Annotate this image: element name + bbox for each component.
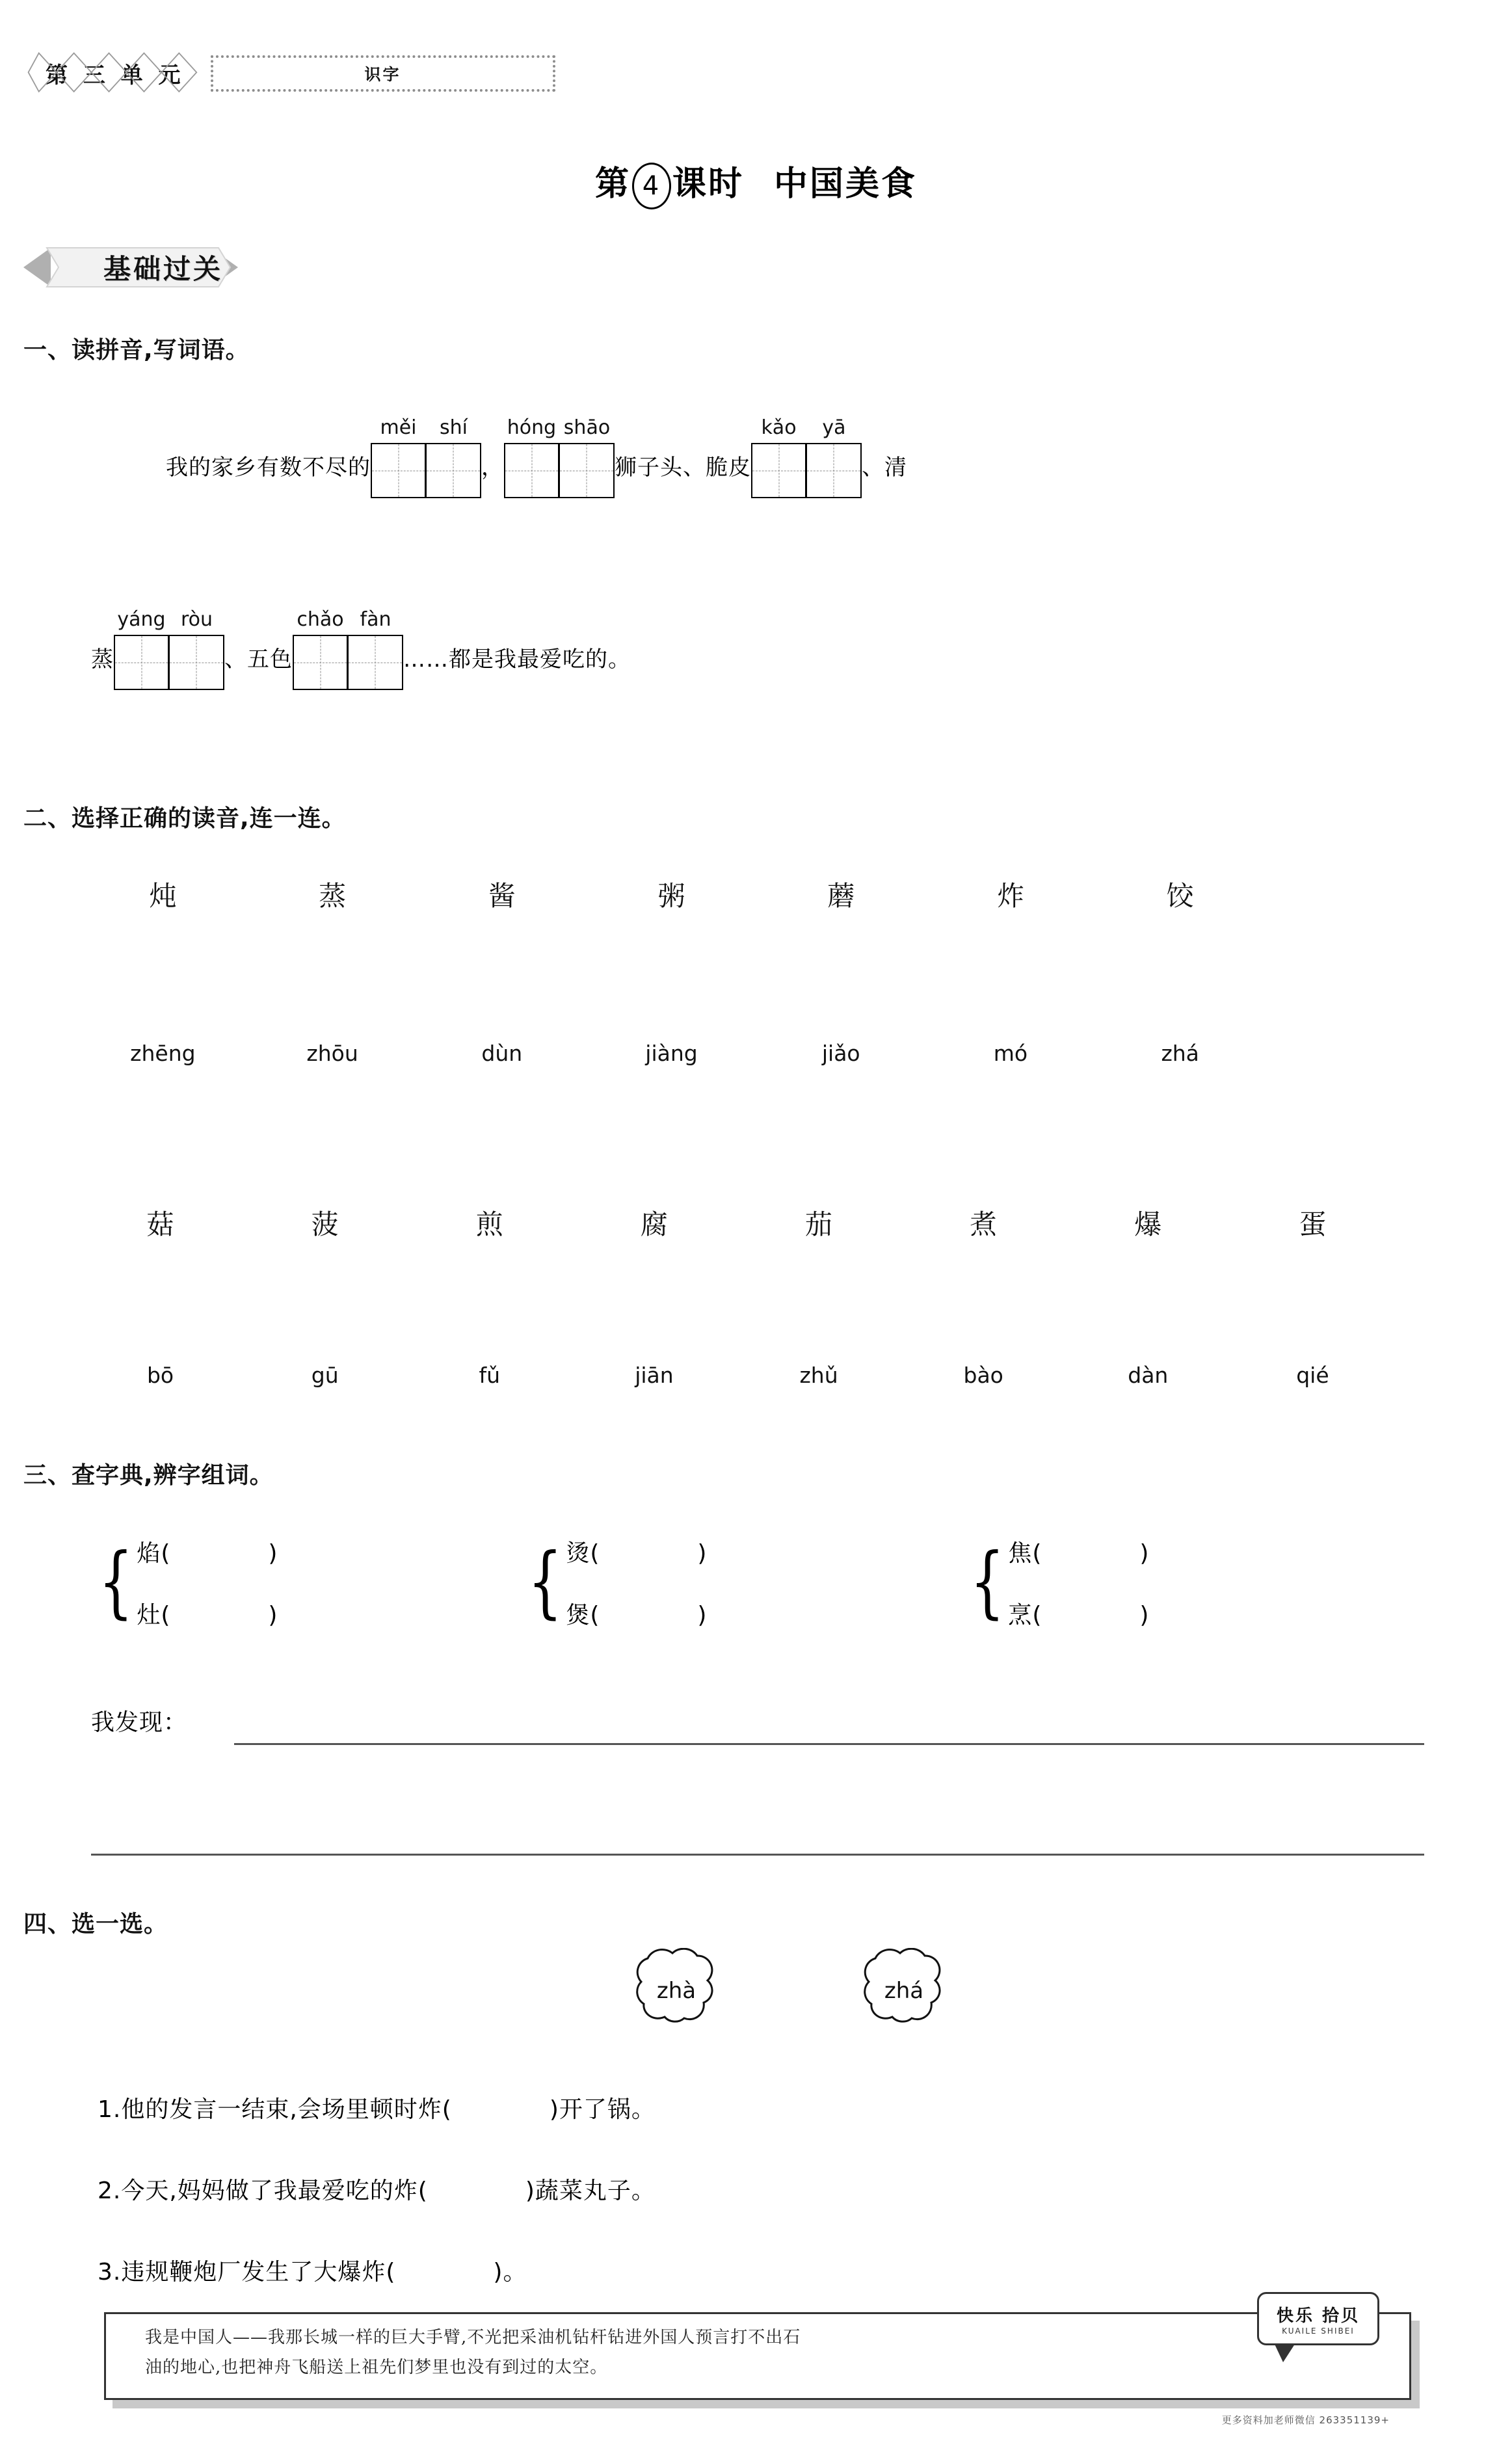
exercise-1-line-2 bbox=[0, 608, 1512, 690]
char-item[interactable]: 菇 bbox=[146, 1208, 174, 1240]
brace-item-bottom[interactable] bbox=[1008, 1597, 1149, 1630]
ex1-l2-tail: ……都是我最爱吃的。 bbox=[403, 646, 631, 673]
brace-paren-close: ) bbox=[697, 1540, 708, 1567]
tianzige-cell[interactable] bbox=[806, 443, 862, 498]
pinyin-item[interactable]: jiàng bbox=[645, 1041, 698, 1066]
ex3-group-1 bbox=[91, 1535, 278, 1630]
brace-paren-close: ) bbox=[1139, 1540, 1150, 1567]
pinyin-item[interactable]: zhōu bbox=[306, 1041, 358, 1066]
exercise-2-heading: 二、选择正确的读音,连一连。 bbox=[23, 805, 346, 832]
cloud-option-label: zhà bbox=[656, 1978, 696, 2004]
char-item[interactable]: 茄 bbox=[805, 1208, 833, 1240]
ex1-l1-mid-2: 狮子头、脆皮 bbox=[615, 455, 751, 481]
ex2-pinyin-row-2 bbox=[0, 1363, 1512, 1388]
logo-name-pinyin: KUAILE SHIBEI bbox=[1282, 2326, 1355, 2336]
pinyin-item[interactable]: dàn bbox=[1128, 1363, 1169, 1388]
ex2-char-row-1 bbox=[0, 875, 1512, 914]
pinyin-item[interactable]: bào bbox=[963, 1363, 1003, 1388]
pinyin-syllable: chǎo bbox=[297, 608, 344, 631]
brace-paren-close: ) bbox=[268, 1602, 278, 1629]
unit-badge-label: 第 三 单 元 bbox=[46, 62, 185, 88]
brace-paren-close: ) bbox=[697, 1602, 708, 1629]
page-header bbox=[26, 51, 555, 96]
left-brace-icon: { bbox=[970, 1537, 1005, 1627]
exercise-4-heading: 四、选一选。 bbox=[23, 1911, 168, 1938]
sentence-after: )蔬菜丸子。 bbox=[525, 2178, 656, 2204]
pinyin-item[interactable]: bō bbox=[146, 1363, 174, 1388]
brace-item-bottom[interactable] bbox=[566, 1597, 707, 1630]
pinyin-syllable: fàn bbox=[360, 608, 391, 631]
lesson-number-circle: 4 bbox=[632, 163, 671, 209]
cloud-option-label: zhá bbox=[884, 1978, 924, 2004]
brace-item-bottom[interactable] bbox=[137, 1597, 278, 1630]
char-item[interactable]: 蒸 bbox=[319, 880, 347, 912]
tianzige-cell[interactable] bbox=[559, 443, 615, 498]
pinyin-syllable: shí bbox=[440, 416, 468, 439]
brace-char-label: 烹( bbox=[1008, 1602, 1042, 1629]
brace-item-top[interactable] bbox=[566, 1535, 707, 1568]
unit-badge bbox=[26, 51, 202, 96]
lesson-name: 中国美食 bbox=[774, 165, 918, 204]
tianzige-grid[interactable] bbox=[293, 635, 403, 690]
tianzige-grid[interactable] bbox=[114, 635, 224, 690]
sentence-number: 3. bbox=[98, 2259, 122, 2286]
answer-rule-2[interactable] bbox=[91, 1854, 1424, 1856]
pinyin-item[interactable]: dùn bbox=[481, 1041, 523, 1066]
char-item[interactable]: 腐 bbox=[640, 1208, 668, 1240]
ex3-group-3 bbox=[962, 1535, 1149, 1630]
quote-line-2: 油的地心,也把神舟飞船送上祖先们梦里也没有到过的太空。 bbox=[145, 2357, 608, 2377]
sentence-number: 2. bbox=[98, 2178, 122, 2204]
tianzige-grid[interactable] bbox=[504, 443, 615, 498]
ex4-sentence-2 bbox=[98, 2172, 656, 2206]
title-suffix: 课时 bbox=[672, 165, 744, 204]
ex1-l1-mid-1: ， bbox=[481, 455, 504, 481]
brace-item-top[interactable] bbox=[137, 1535, 278, 1568]
exercise-3-heading: 三、查字典,辨字组词。 bbox=[23, 1462, 274, 1489]
ex1-word-2[interactable] bbox=[504, 416, 615, 498]
char-item[interactable]: 饺 bbox=[1166, 880, 1194, 912]
quote-line-1: 我是中国人——我那长城一样的巨大手臂,不光把采油机钻杆钻进外国人预言打不出石 bbox=[145, 2328, 801, 2347]
page-title bbox=[0, 156, 1512, 209]
banner-label: 基础过关 bbox=[103, 253, 223, 285]
pinyin-syllable: kǎo bbox=[761, 416, 797, 439]
pinyin-item[interactable]: mó bbox=[993, 1041, 1028, 1066]
brace-char-label: 烫( bbox=[566, 1540, 600, 1567]
brace-paren-close: ) bbox=[268, 1540, 278, 1567]
pinyin-item[interactable]: jiǎo bbox=[821, 1041, 860, 1066]
ex1-word-4[interactable] bbox=[114, 608, 224, 690]
char-item[interactable]: 煎 bbox=[475, 1208, 503, 1240]
pinyin-item[interactable]: gū bbox=[311, 1363, 339, 1388]
title-prefix: 第 bbox=[594, 165, 631, 204]
char-item[interactable]: 炸 bbox=[996, 880, 1024, 912]
tianzige-grid[interactable] bbox=[751, 443, 862, 498]
ex1-l2-lead: 蒸 bbox=[91, 646, 114, 673]
cloud-option-1[interactable] bbox=[618, 1948, 735, 2046]
sentence-number: 1. bbox=[98, 2096, 122, 2123]
tianzige-cell[interactable] bbox=[751, 443, 806, 498]
exercise-1-heading: 一、读拼音,写词语。 bbox=[23, 337, 250, 364]
tianzige-cell[interactable] bbox=[504, 443, 559, 498]
sentence-before: 他的发言一结束,会场里顿时炸( bbox=[121, 2096, 452, 2123]
pinyin-syllable: yā bbox=[822, 416, 846, 439]
char-item[interactable]: 菠 bbox=[311, 1208, 339, 1240]
cloud-option-2[interactable] bbox=[845, 1948, 962, 2046]
char-item[interactable]: 蘑 bbox=[827, 880, 855, 912]
pinyin-item[interactable]: zhēng bbox=[130, 1041, 196, 1066]
char-item[interactable]: 蛋 bbox=[1299, 1208, 1327, 1240]
pinyin-syllable: ròu bbox=[180, 608, 213, 631]
sentence-after: )开了锅。 bbox=[549, 2096, 656, 2123]
ex1-word-1[interactable] bbox=[371, 416, 481, 498]
sentence-after: )。 bbox=[493, 2259, 527, 2286]
ex1-word-5[interactable] bbox=[293, 608, 403, 690]
sentence-before: 违规鞭炮厂发生了大爆炸( bbox=[121, 2259, 396, 2286]
ex1-l1-lead: 我的家乡有数不尽的 bbox=[166, 455, 371, 481]
pinyin-syllable: shāo bbox=[563, 416, 611, 439]
pinyin-item[interactable]: zhá bbox=[1161, 1041, 1199, 1066]
pinyin-syllable: yáng bbox=[117, 608, 166, 631]
section-banner bbox=[23, 244, 303, 291]
pinyin-item[interactable]: fǔ bbox=[479, 1363, 501, 1388]
brace-char-label: 灶( bbox=[137, 1602, 171, 1629]
logo-name-cn: 快乐 拾贝 bbox=[1276, 2306, 1360, 2326]
left-brace-icon: { bbox=[98, 1537, 133, 1627]
brace-char-label: 煲( bbox=[566, 1602, 600, 1629]
tianzige-cell[interactable] bbox=[426, 443, 481, 498]
brace-paren-close: ) bbox=[1139, 1602, 1150, 1629]
tianzige-cell[interactable] bbox=[348, 635, 403, 690]
tianzige-cell[interactable] bbox=[293, 635, 348, 690]
sentence-before: 今天,妈妈做了我最爱吃的炸( bbox=[121, 2178, 428, 2204]
ex1-l2-mid-1: 、五色 bbox=[224, 646, 293, 673]
tianzige-cell[interactable] bbox=[169, 635, 224, 690]
brace-char-label: 焰( bbox=[137, 1540, 171, 1567]
ex4-sentence-1 bbox=[98, 2091, 656, 2124]
logo-bubble bbox=[1257, 2292, 1379, 2345]
ex4-sentence-3 bbox=[98, 2254, 527, 2287]
watermark-text: 更多资料加老师微信 263351139+ bbox=[1221, 2414, 1390, 2426]
ex3-group-2 bbox=[520, 1535, 707, 1630]
left-brace-icon: { bbox=[527, 1537, 563, 1627]
ex2-char-row-2 bbox=[0, 1203, 1512, 1242]
pinyin-item[interactable]: zhǔ bbox=[799, 1363, 838, 1388]
ex1-l1-tail: 、清 bbox=[862, 455, 907, 481]
pinyin-item[interactable]: jiān bbox=[635, 1363, 674, 1388]
pinyin-syllable: hóng bbox=[507, 416, 557, 439]
tianzige-cell[interactable] bbox=[371, 443, 426, 498]
pinyin-item[interactable]: qié bbox=[1296, 1363, 1329, 1388]
ex1-word-3[interactable] bbox=[751, 416, 862, 498]
pinyin-syllable: měi bbox=[380, 416, 417, 439]
char-item[interactable]: 粥 bbox=[657, 880, 685, 912]
char-item[interactable]: 爆 bbox=[1134, 1208, 1162, 1240]
answer-rule-1[interactable] bbox=[234, 1743, 1424, 1745]
section-label-box bbox=[211, 55, 555, 92]
char-item[interactable]: 酱 bbox=[488, 880, 516, 912]
ex2-pinyin-row-1 bbox=[0, 1041, 1512, 1066]
ex3-found-label: 我发现： bbox=[91, 1709, 188, 1736]
char-item[interactable]: 煮 bbox=[970, 1208, 998, 1240]
section-label: 识字 bbox=[364, 64, 401, 84]
brace-item-top[interactable] bbox=[1008, 1535, 1149, 1568]
tianzige-cell[interactable] bbox=[114, 635, 169, 690]
char-item[interactable]: 炖 bbox=[149, 880, 177, 912]
exercise-1-line-1 bbox=[0, 416, 1512, 498]
tianzige-grid[interactable] bbox=[371, 443, 481, 498]
brace-char-label: 焦( bbox=[1008, 1540, 1042, 1567]
brand-logo bbox=[1257, 2292, 1379, 2364]
footer-quote-box bbox=[104, 2306, 1411, 2426]
